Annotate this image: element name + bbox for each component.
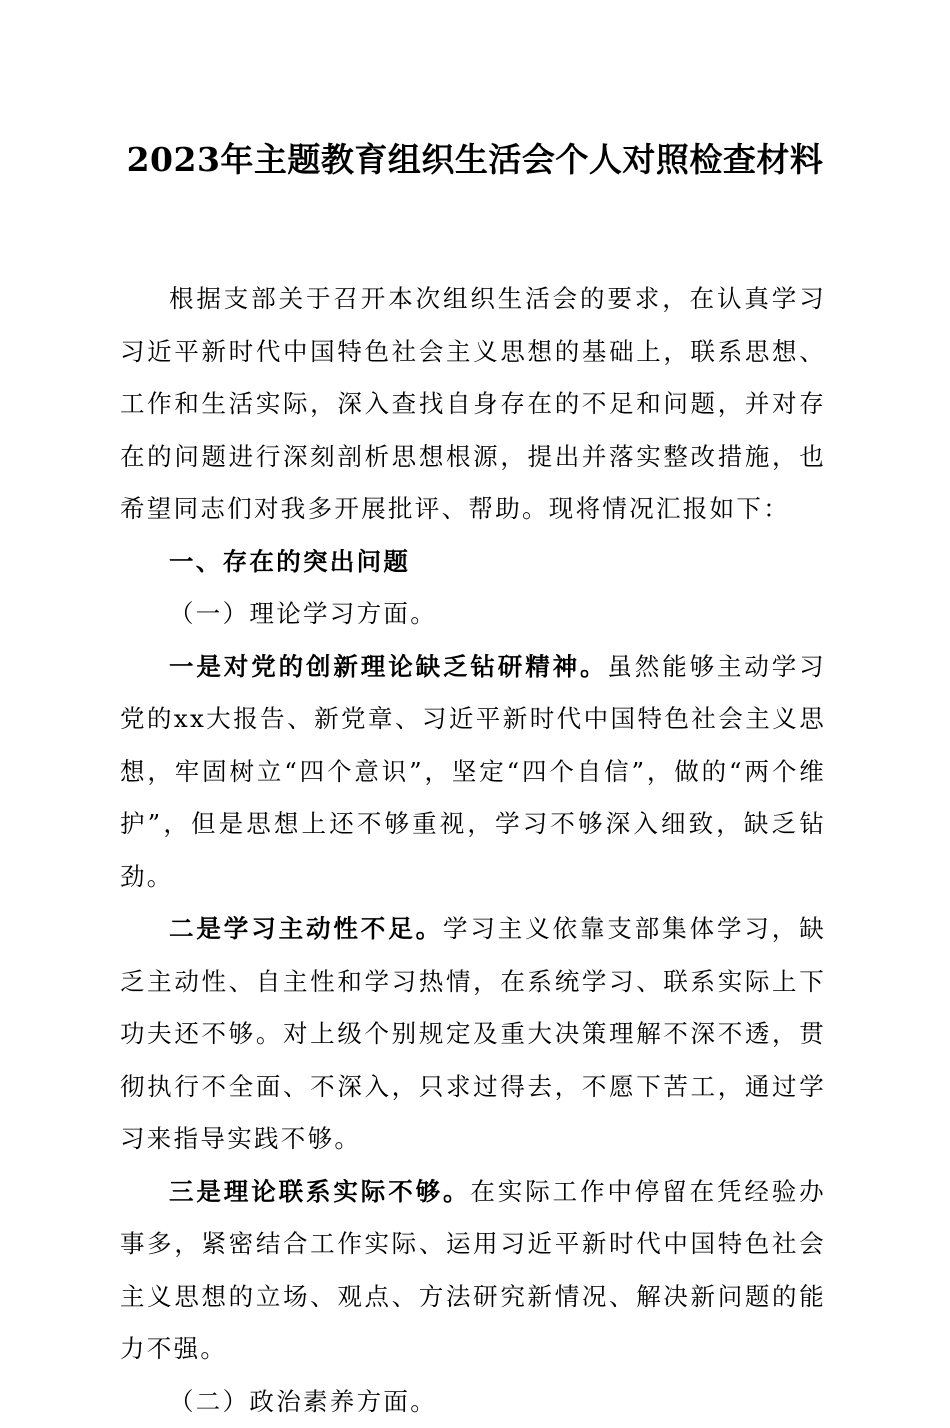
problem-item-1 bbox=[120, 641, 826, 904]
subsection-heading-political-literacy: （二）政治素养方面。 bbox=[120, 1376, 826, 1428]
document-body bbox=[120, 273, 826, 1428]
problem-item-3 bbox=[120, 1166, 826, 1376]
problem-item-2 bbox=[120, 903, 826, 1166]
problem-item-1-lead: 一是对党的创新理论缺乏钻研精神。 bbox=[169, 652, 607, 681]
problem-item-3-lead: 三是理论联系实际不够。 bbox=[169, 1177, 470, 1206]
problem-item-2-body: 学习主义依靠支部集体学习，缺乏主动性、自主性和学习热情，在系统学习、联系实际上下功夫还不够。对上级个别规定及重大决策理解不深不透，贯彻执行不全面、不深入，只求过得去，不愿下苦工，通过学习来指导实践不够。 bbox=[120, 914, 826, 1153]
problem-item-1-body: 虽然能够主动学习党的xx大报告、新党章、习近平新时代中国特色社会主义思想，牢固树立“四个意识”，坚定“四个自信”，做的“两个维护”，但是思想上还不够重视，学习不够深入细致，缺乏钻劲。 bbox=[120, 652, 826, 891]
document-title: 2023年主题教育组织生活会个人对照检查材料 bbox=[120, 136, 830, 184]
problem-item-2-lead: 二是学习主动性不足。 bbox=[169, 914, 443, 943]
intro-paragraph: 根据支部关于召开本次组织生活会的要求，在认真学习习近平新时代中国特色社会主义思想的基础上，联系思想、工作和生活实际，深入查找自身存在的不足和问题，并对存在的问题进行深刻剖析思想根源，提出并落实整改措施，也希望同志们对我多开展批评、帮助。现将情况汇报如下： bbox=[120, 273, 826, 536]
section-heading-problems: 一、存在的突出问题 bbox=[120, 536, 826, 589]
problem-item-3-body: 在实际工作中停留在凭经验办事多，紧密结合工作实际、运用习近平新时代中国特色社会主义思想的立场、观点、方法研究新情况、解决新问题的能力不强。 bbox=[120, 1177, 826, 1364]
subsection-heading-theory-study: （一）理论学习方面。 bbox=[120, 588, 826, 641]
